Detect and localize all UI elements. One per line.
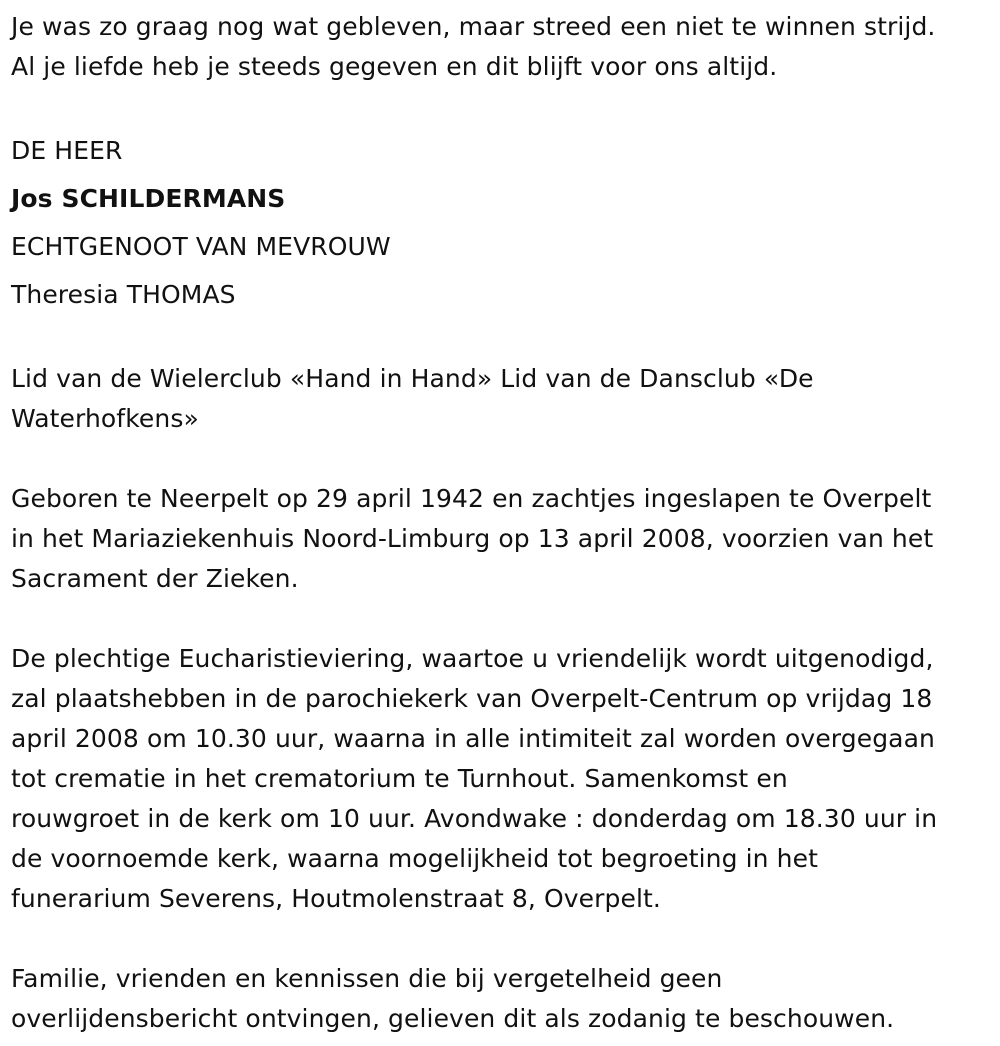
memberships-line: Lid van de Wielerclub «Hand in Hand» Lid van de Dansclub «De [11, 364, 814, 393]
birth-death-line: Geboren te Neerpelt op 29 april 1942 en zachtjes ingeslapen te Overpelt [11, 484, 932, 513]
spouse-title: ECHTGENOOT VAN MEVROUW [11, 232, 391, 261]
deceased-title: DE HEER [11, 136, 123, 165]
spouse-name: Theresia THOMAS [11, 280, 236, 309]
spacer [11, 919, 996, 959]
ceremony-line: april 2008 om 10.30 uur, waarna in alle intimiteit zal worden overgegaan [11, 724, 935, 753]
spacer [11, 319, 996, 359]
birth-death-line: Sacrament der Zieken. [11, 564, 299, 593]
poem-line: Je was zo graag nog wat gebleven, maar streed een niet te winnen strijd. [11, 12, 936, 41]
ceremony-line: funerarium Severens, Houtmolenstraat 8, Overpelt. [11, 884, 661, 913]
ceremony-line: de voornoemde kerk, waarna mogelijkheid tot begroeting in het [11, 844, 818, 873]
ceremony-line: tot crematie in het crematorium te Turnhout. Samenkomst en [11, 764, 788, 793]
ceremony-block [11, 639, 996, 919]
notice-line: overlijdensbericht ontvingen, gelieven dit als zodanig te beschouwen. [11, 1004, 895, 1033]
ceremony-line: De plechtige Eucharistieviering, waartoe u vriendelijk wordt uitgenodigd, [11, 644, 934, 673]
poem-line: Al je liefde heb je steeds gegeven en dit blijft voor ons altijd. [11, 52, 778, 81]
memberships-block [11, 359, 996, 439]
birth-death-line: in het Mariaziekenhuis Noord-Limburg op 13 april 2008, voorzien van het [11, 524, 934, 553]
poem-block [11, 7, 996, 87]
ceremony-line: zal plaatshebben in de parochiekerk van Overpelt-Centrum op vrijdag 18 [11, 684, 933, 713]
birth-death-block [11, 479, 996, 599]
ceremony-line: rouwgroet in de kerk om 10 uur. Avondwake : donderdag om 18.30 uur in [11, 804, 938, 833]
spacer [11, 599, 996, 639]
spacer [11, 439, 996, 479]
obituary-document [11, 7, 996, 1039]
notice-line: Familie, vrienden en kennissen die bij vergetelheid geen [11, 964, 723, 993]
notice-block [11, 959, 996, 1039]
deceased-name: Jos SCHILDERMANS [11, 184, 286, 213]
memberships-line: Waterhofkens» [11, 404, 199, 433]
spacer [11, 87, 996, 127]
deceased-block [11, 127, 996, 319]
